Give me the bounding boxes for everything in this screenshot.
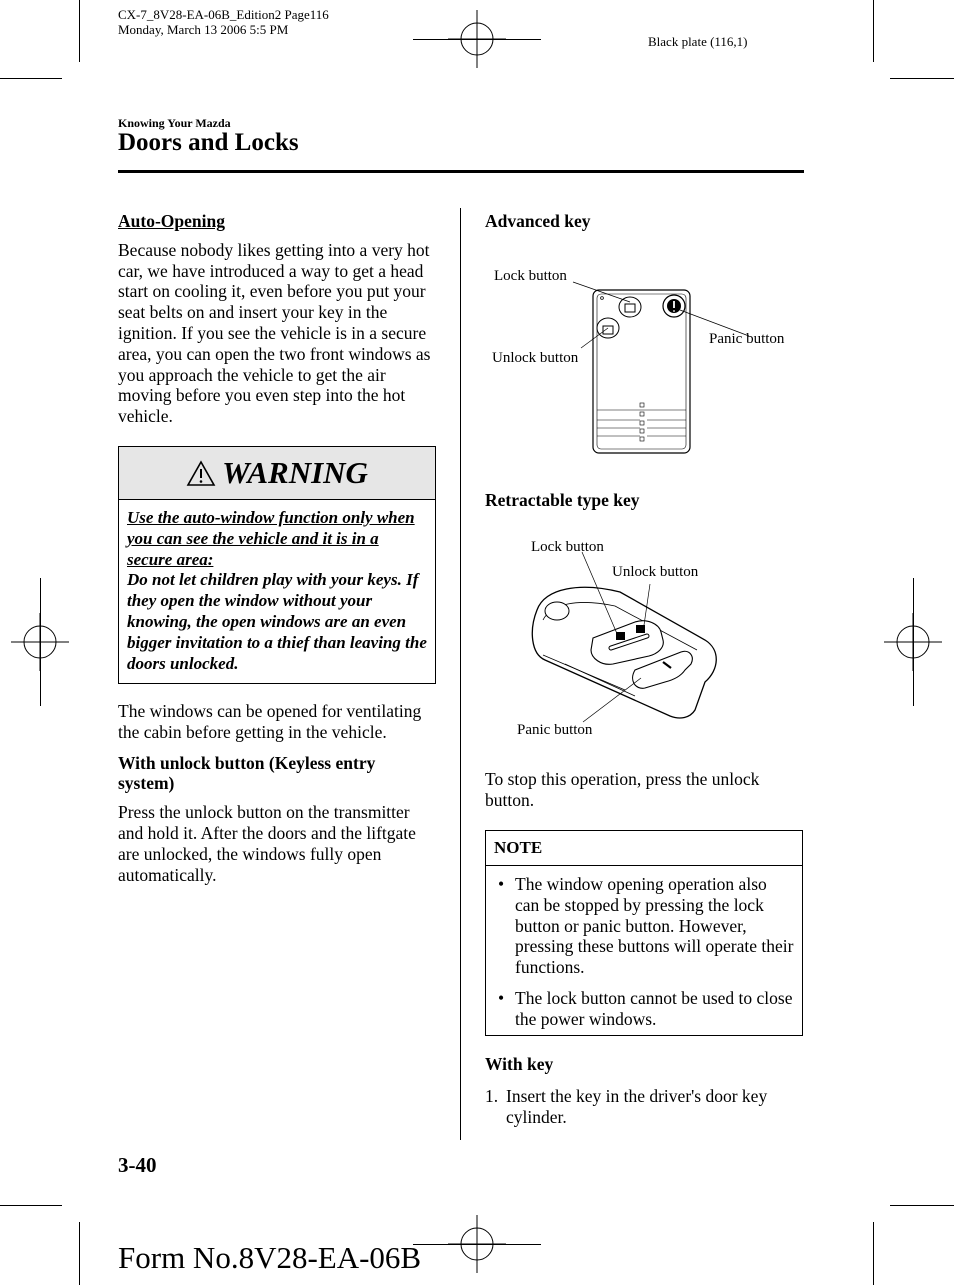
warning-box [118, 446, 436, 684]
auto-opening-heading: Auto-Opening [118, 211, 225, 231]
plate-label: Black plate (116,1) [648, 34, 748, 49]
list-item [486, 874, 794, 978]
registration-mark-icon [448, 10, 506, 68]
list-item [486, 988, 794, 1030]
ret-lock-button-label: Lock button [531, 539, 604, 555]
note-item-text: The lock button cannot be used to close the power windows. [515, 987, 793, 1029]
warning-header [119, 447, 435, 500]
column-divider [460, 208, 461, 1140]
left-column [118, 211, 436, 427]
with-key-section [485, 1054, 803, 1127]
note-list [486, 866, 802, 1030]
form-number: Form No.8V28-EA-06B [118, 1240, 422, 1275]
auto-opening-paragraph: Because nobody likes getting into a very hot car, we have introduced a way to get a head start on cooling it, even before you put your seat belts on and insert your key in the ignition. If you see the vehicle is in a secure area, you can open the two front windows as you approach the vehicle to get the air moving before you even step into the hot vehicle. [118, 239, 431, 427]
adv-unlock-button-label: Unlock button [492, 350, 579, 366]
ventilating-paragraph: The windows can be opened for ventilating the cabin before getting in the vehicle. [118, 701, 422, 742]
adv-lock-button-label: Lock button [494, 268, 567, 284]
title-rule [118, 170, 804, 173]
warning-body [119, 500, 435, 674]
page-title: Doors and Locks [118, 129, 299, 156]
with-key-heading: With key [485, 1054, 554, 1074]
warning-condition: Use the auto-window function only when you can see the vehicle and it is in a secure area: [127, 508, 415, 569]
slug-timestamp: Monday, March 13 2006 5:5 PM [118, 22, 289, 37]
bullet: • [498, 987, 505, 1008]
adv-panic-button-label: Panic button [709, 331, 785, 347]
note-box [485, 830, 803, 1036]
registration-mark-icon [11, 613, 69, 671]
step-number: 1. [485, 1085, 499, 1106]
note-item-text: The window opening operation also can be stopped by pressing the lock button or panic button. However, pressing these buttons will operate their functions. [515, 874, 794, 978]
warning-triangle-icon [186, 460, 216, 487]
print-slug [118, 7, 329, 37]
step-item [485, 1086, 803, 1128]
advanced-key-heading: Advanced key [485, 211, 591, 231]
registration-mark-icon [448, 1215, 506, 1273]
slug-line: CX-7_8V28-EA-06B_Edition2 Page116 [118, 7, 329, 22]
ret-panic-button-label: Panic button [517, 722, 593, 738]
stop-operation-paragraph: To stop this operation, press the unlock button. [485, 769, 760, 810]
left-column-lower [118, 701, 436, 885]
warning-text: Do not let children play with your keys. If they open the window without your knowing, the open windows are an even bigger invitation to a thief than leaving the doors unlocked. [127, 570, 427, 673]
warning-title: WARNING [222, 455, 368, 490]
ret-unlock-button-label: Unlock button [612, 564, 699, 580]
registration-mark-icon [884, 613, 942, 671]
retractable-key-heading: Retractable type key [485, 490, 640, 510]
section-label: Knowing Your Mazda [118, 116, 231, 130]
page-number: 3-40 [118, 1153, 157, 1177]
unlock-button-heading: With unlock button (Keyless entry system) [118, 752, 376, 794]
unlock-button-paragraph: Press the unlock button on the transmitter and hold it. After the doors and the liftgate are unlocked, the windows fully open automatically. [118, 802, 416, 885]
note-title: NOTE [486, 831, 802, 866]
step-text: Insert the key in the driver's door key cylinder. [506, 1085, 768, 1127]
bullet: • [498, 874, 505, 894]
